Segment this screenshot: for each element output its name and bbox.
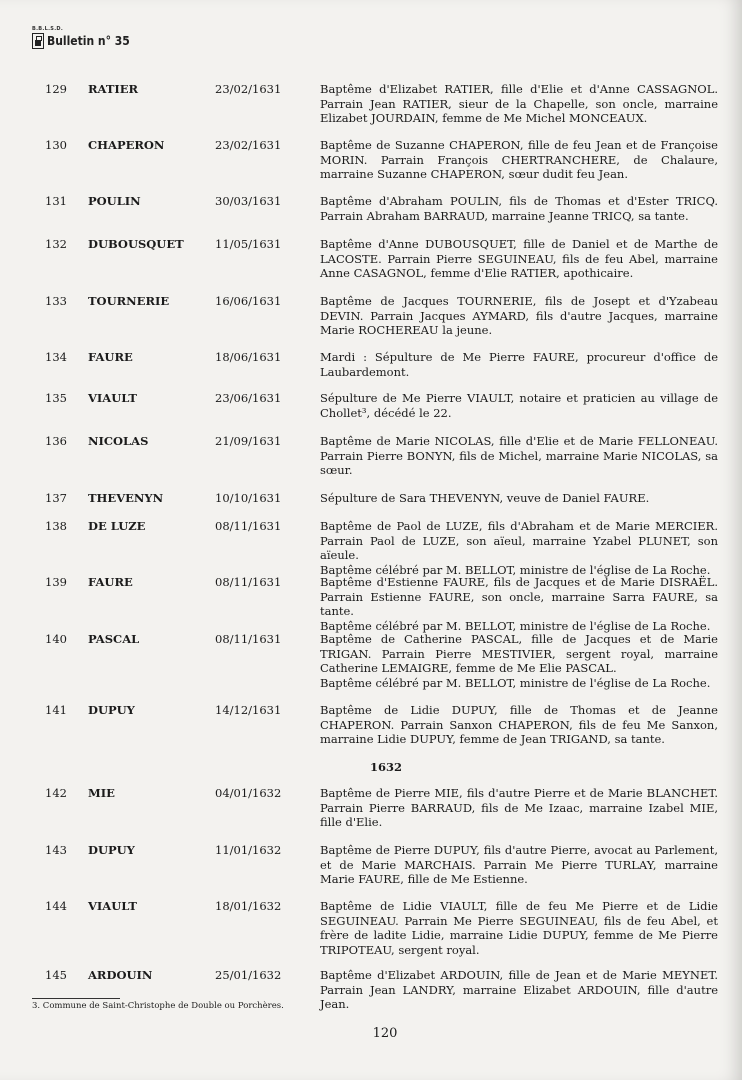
entry-text: Baptême de Paol de LUZE, fils d'Abraham et de Marie MERCIER. Parrain Paol de LUZE, son aïeul, marraine Yzabel PLUNET, son aïeule. Baptême célébré par M. BELLOT, ministre de l'église de La Roche.	[320, 519, 718, 577]
entry-text: Mardi : Sépulture de Me Pierre FAURE, procureur d'office de Laubardemont.	[320, 350, 718, 379]
entry-text: Baptême d'Anne DUBOUSQUET, fille de Daniel et de Marthe de LACOSTE. Parrain Pierre SEGUINEAU, fils de feu Abel, marraine Anne CASAGNOL, femme d'Elie RATIER, apothicaire.	[320, 237, 718, 281]
entry-number: 141	[45, 703, 67, 717]
entry-text: Baptême de Jacques TOURNERIE, fils de Josept et d'Yzabeau DEVIN. Parrain Jacques AYMARD, fils d'autre Jacques, marraine Marie ROCHEREAU la jeune.	[320, 294, 718, 338]
entry-surname: ARDOUIN	[88, 968, 153, 982]
entry-text: Baptême de Lidie DUPUY, fille de Thomas et de Jeanne CHAPERON. Parrain Sanxon CHAPERON, fils de feu Me Sanxon, marraine Lidie DUPUY, femme de Jean TRIGAND, sa tante.	[320, 703, 718, 747]
entry-surname: NICOLAS	[88, 434, 149, 448]
entry-number: 144	[45, 899, 67, 913]
entry-text: Baptême de Pierre DUPUY, fils d'autre Pierre, avocat au Parlement, et de Marie MARCHAIS. Parrain Me Pierre TURLAY, marraine Marie FAURE, fille de Me Estienne.	[320, 843, 718, 887]
entry-number: 132	[45, 237, 67, 251]
entry-text: Baptême d'Abraham POULIN, fils de Thomas et d'Ester TRICQ. Parrain Abraham BARRAUD, marraine Jeanne TRICQ, sa tante.	[320, 194, 718, 223]
entry-date: 23/02/1631	[215, 82, 282, 96]
entry-date: 10/10/1631	[215, 491, 282, 505]
page-number: 120	[372, 1026, 398, 1041]
entry-number: 136	[45, 434, 67, 448]
entry-surname: DUPUY	[88, 843, 135, 857]
year-heading: 1632	[369, 760, 402, 774]
entry-surname: THEVENYN	[88, 491, 164, 505]
entry-date: 11/05/1631	[215, 237, 282, 251]
entry-text: Baptême d'Estienne FAURE, fils de Jacques et de Marie DISRAËL. Parrain Estienne FAURE, son oncle, marraine Sarra FAURE, sa tante. Baptême célébré par M. BELLOT, ministre de l'église de La Roche.	[320, 575, 718, 633]
entry-date: 30/03/1631	[215, 194, 282, 208]
bulletin-row	[32, 33, 130, 49]
castle-logo-icon	[32, 33, 44, 49]
entry-surname: DUPUY	[88, 703, 135, 717]
entry-date: 14/12/1631	[215, 703, 282, 717]
entry-surname: CHAPERON	[88, 138, 165, 152]
entry-surname: MIE	[88, 786, 115, 800]
entry-surname: PASCAL	[88, 632, 140, 646]
entry-text: Baptême de Suzanne CHAPERON, fille de feu Jean et de Françoise MORIN. Parrain François CHERTRANCHERE, de Chalaure, marraine Suzanne CHAPERON, sœur dudit feu Jean.	[320, 138, 718, 182]
entry-text: Sépulture de Me Pierre VIAULT, notaire et praticien au village de Chollet³, décédé le 22.	[320, 391, 718, 420]
entry-number: 145	[45, 968, 67, 982]
entry-surname: FAURE	[88, 575, 133, 589]
entry-number: 137	[45, 491, 67, 505]
footnote-rule	[32, 998, 120, 999]
logo-text: B.B.L.S.D.	[32, 26, 64, 32]
entry-date: 16/06/1631	[215, 294, 282, 308]
entry-date: 18/01/1632	[215, 899, 282, 913]
entry-date: 08/11/1631	[215, 519, 282, 533]
entry-date: 25/01/1632	[215, 968, 282, 982]
bulletin-label: Bulletin n° 35	[47, 34, 130, 48]
page-header	[32, 26, 130, 49]
entry-surname: POULIN	[88, 194, 141, 208]
entry-surname: RATIER	[88, 82, 139, 96]
entry-number: 130	[45, 138, 67, 152]
entry-surname: VIAULT	[88, 899, 137, 913]
entry-date: 23/06/1631	[215, 391, 282, 405]
entry-surname: VIAULT	[88, 391, 137, 405]
entry-surname: DE LUZE	[88, 519, 146, 533]
entry-text: Sépulture de Sara THEVENYN, veuve de Daniel FAURE.	[320, 491, 650, 505]
entry-text: Baptême de Marie NICOLAS, fille d'Elie et de Marie FELLONEAU. Parrain Pierre BONYN, fils de Michel, marraine Marie NICOLAS, sa sœur.	[320, 434, 718, 478]
entry-date: 11/01/1632	[215, 843, 282, 857]
entry-surname: DUBOUSQUET	[88, 237, 184, 251]
entry-number: 129	[45, 82, 67, 96]
entry-date: 04/01/1632	[215, 786, 282, 800]
entry-text: Baptême d'Elizabet ARDOUIN, fille de Jean et de Marie MEYNET. Parrain Jean LANDRY, marraine Elizabet ARDOUIN, fille d'autre Jean.	[320, 968, 718, 1012]
entry-date: 23/02/1631	[215, 138, 282, 152]
entry-text: Baptême d'Elizabet RATIER, fille d'Elie et d'Anne CASSAGNOL. Parrain Jean RATIER, sieur de la Chapelle, son oncle, marraine Elizabet JOURDAIN, femme de Me Michel MONCEAUX.	[320, 82, 718, 126]
entry-date: 08/11/1631	[215, 575, 282, 589]
entry-surname: FAURE	[88, 350, 133, 364]
entry-text: Baptême de Pierre MIE, fils d'autre Pierre et de Marie BLANCHET. Parrain Pierre BARRAUD, fils de Me Izaac, marraine Izabel MIE, fille d'Elie.	[320, 786, 718, 830]
entry-date: 18/06/1631	[215, 350, 282, 364]
entry-number: 140	[45, 632, 67, 646]
entry-number: 138	[45, 519, 67, 533]
entry-surname: TOURNERIE	[88, 294, 170, 308]
entry-text: Baptême de Catherine PASCAL, fille de Jacques et de Marie TRIGAN. Parrain Pierre MESTIVIER, sergent royal, marraine Catherine LEMAIGRE, femme de Me Elie PASCAL. Baptême célébré par M. BELLOT, ministre de l'église de La Roche.	[320, 632, 718, 690]
entry-number: 135	[45, 391, 67, 405]
entry-number: 133	[45, 294, 67, 308]
entry-date: 08/11/1631	[215, 632, 282, 646]
entry-number: 134	[45, 350, 67, 364]
footnote: 3. Commune de Saint-Christophe de Double ou Porchères.	[32, 1001, 284, 1011]
entry-number: 142	[45, 786, 67, 800]
entry-text: Baptême de Lidie VIAULT, fille de feu Me Pierre et de Lidie SEGUINEAU. Parrain Me Pierre SEGUINEAU, fils de feu Abel, et frère de ladite Lidie, marraine Lidie DUPUY, femme de Me Pierre TRIPOTEAU, sergent royal.	[320, 899, 718, 957]
entry-date: 21/09/1631	[215, 434, 282, 448]
entry-number: 139	[45, 575, 67, 589]
entry-number: 143	[45, 843, 67, 857]
entry-number: 131	[45, 194, 67, 208]
